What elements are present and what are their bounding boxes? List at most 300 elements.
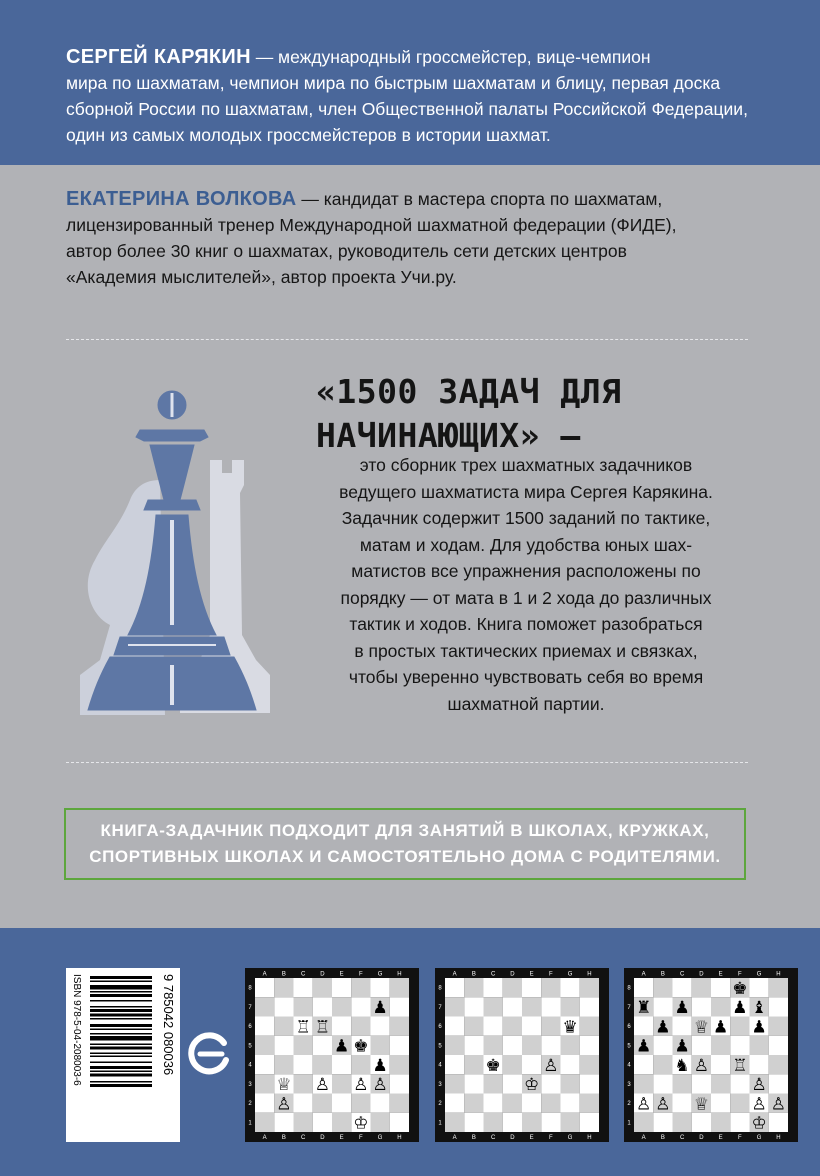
- board-square: [313, 978, 332, 997]
- chess-piece: ♕: [276, 1075, 292, 1096]
- board-square: [769, 1036, 788, 1055]
- board-square: [580, 978, 599, 997]
- board-square: [351, 1055, 370, 1074]
- board-square: [750, 1055, 769, 1074]
- board-file-label: B: [660, 1135, 665, 1141]
- board-square: [294, 978, 313, 997]
- board-square: [580, 1074, 599, 1093]
- board-square: [522, 1094, 541, 1113]
- board-square: [484, 1017, 503, 1036]
- board-square: [561, 1094, 580, 1113]
- board-rank-label: 5: [627, 1043, 631, 1050]
- board-square: [371, 1113, 390, 1132]
- board-file-label: B: [471, 1135, 476, 1141]
- karyakin-bio-line-3: сборной России по шахматам, член Общественной палаты Российской Федерации,: [66, 99, 748, 119]
- board-square: [561, 1113, 580, 1132]
- board-square: [294, 1094, 313, 1113]
- board-rank-label: 6: [438, 1024, 442, 1031]
- board-square: [541, 997, 560, 1016]
- board-square: [464, 1094, 483, 1113]
- board-file-label: C: [300, 971, 306, 978]
- board-file-label: D: [510, 1135, 515, 1141]
- board-square: [332, 1055, 351, 1074]
- chess-piece: ♟: [713, 1017, 729, 1038]
- chess-piece: ♕: [693, 1094, 709, 1115]
- board-square: [653, 978, 672, 997]
- board-file-label: C: [679, 1135, 685, 1141]
- chess-piece: ♟: [674, 1036, 690, 1057]
- chess-piece: ♙: [636, 1094, 652, 1115]
- barcode-bar: [90, 1006, 152, 1008]
- chess-piece: ♝: [751, 998, 767, 1019]
- barcode-bar: [90, 1029, 152, 1031]
- board-file-label: G: [377, 971, 383, 978]
- board-square: [653, 1036, 672, 1055]
- board-square: [484, 1094, 503, 1113]
- board-file-label: A: [452, 1135, 457, 1141]
- board-rank-label: 5: [248, 1043, 252, 1050]
- board-square: [332, 1094, 351, 1113]
- board-rank-label: 4: [248, 1062, 252, 1069]
- board-file-label: F: [359, 971, 363, 978]
- board-square: [464, 1113, 483, 1132]
- barcode-bar: [90, 1071, 152, 1073]
- chess-piece: ♕: [693, 1017, 709, 1038]
- board-square: [484, 1036, 503, 1055]
- board-square: [580, 1113, 599, 1132]
- chess-piece: ♚: [485, 1055, 501, 1076]
- chess-piece: ♟: [674, 998, 690, 1019]
- board-square: [313, 1055, 332, 1074]
- chess-piece: ♔: [751, 1113, 767, 1134]
- book-description: [296, 452, 756, 717]
- chess-piece: ♙: [276, 1094, 292, 1115]
- board-square: [769, 1074, 788, 1093]
- board-file-label: E: [339, 1135, 344, 1141]
- board-square: [371, 1017, 390, 1036]
- board-square: [673, 1094, 692, 1113]
- barcode-bar: [90, 1062, 152, 1064]
- board-file-label: D: [510, 971, 515, 978]
- chess-piece: ♚: [353, 1036, 369, 1057]
- board-file-label: E: [529, 971, 534, 978]
- board-square: [730, 1074, 749, 1093]
- board-square: [541, 1074, 560, 1093]
- board-square: [634, 978, 653, 997]
- board-rank-label: 1: [248, 1120, 252, 1127]
- board-file-label: A: [262, 1135, 267, 1141]
- board-square: [255, 978, 274, 997]
- board-square: [503, 1017, 522, 1036]
- chess-piece: ♚: [732, 978, 748, 999]
- board-square: [692, 1113, 711, 1132]
- board-square: [332, 1017, 351, 1036]
- board-square: [503, 1074, 522, 1093]
- board-square: [522, 1036, 541, 1055]
- divider-top: [66, 339, 748, 340]
- board-rank-label: 5: [438, 1043, 442, 1050]
- board-rank-label: 1: [627, 1120, 631, 1127]
- board-rank-label: 3: [438, 1081, 442, 1088]
- barcode-bar: [90, 1084, 152, 1087]
- barcode-bar: [90, 1009, 152, 1012]
- volkova-bio: [66, 186, 756, 290]
- board-square: [274, 1036, 293, 1055]
- chess-piece: ♖: [732, 1055, 748, 1076]
- board-square: [673, 978, 692, 997]
- board-square: [390, 1017, 409, 1036]
- board-square: [522, 1017, 541, 1036]
- callout-line-2: СПОРТИВНЫХ ШКОЛАХ И САМОСТОЯТЕЛЬНО ДОМА С РОДИТЕЛЯМИ.: [89, 847, 721, 866]
- callout-line-1: КНИГА-ЗАДАЧНИК ПОДХОДИТ ДЛЯ ЗАНЯТИЙ В ШКОЛАХ, КРУЖКАХ,: [100, 821, 710, 840]
- board-square: [255, 1074, 274, 1093]
- board-square: [445, 1055, 464, 1074]
- desc-line: матистов все упражнения расположены по: [351, 561, 701, 581]
- chess-diagram-2: [435, 968, 609, 1142]
- board-square: [769, 1113, 788, 1132]
- chess-piece: ♟: [372, 998, 388, 1019]
- board-rank-label: 6: [627, 1024, 631, 1031]
- board-square: [503, 1036, 522, 1055]
- barcode-bar: [90, 1014, 152, 1017]
- board-file-label: H: [397, 1135, 402, 1141]
- board-square: [313, 997, 332, 1016]
- board-rank-label: 8: [438, 985, 442, 992]
- board-square: [255, 1017, 274, 1036]
- karyakin-bio-line-4: один из самых молодых гроссмейстеров в истории шахмат.: [66, 125, 551, 145]
- desc-line: чтобы уверенно чувствовать себя во время: [348, 667, 704, 687]
- board-file-label: H: [397, 971, 402, 978]
- board-square: [274, 1017, 293, 1036]
- board-file-label: G: [567, 1135, 573, 1141]
- board-square: [711, 1036, 730, 1055]
- board-file-label: A: [452, 971, 457, 978]
- board-rank-label: 7: [438, 1004, 442, 1011]
- board-file-label: F: [359, 1135, 363, 1141]
- karyakin-bio-line-1: — международный гроссмейстер, вице-чемпион: [250, 47, 651, 67]
- volkova-bio-line-1: — кандидат в мастера спорта по шахматам,: [296, 189, 663, 209]
- board-file-label: B: [660, 971, 665, 978]
- chess-piece: ♔: [353, 1113, 369, 1134]
- board-square: [634, 1113, 653, 1132]
- board-file-label: F: [549, 1135, 553, 1141]
- isbn-label: ISBN 978-5-04-208003-6: [71, 974, 82, 1086]
- board-square: [255, 1036, 274, 1055]
- board-square: [541, 1113, 560, 1132]
- board-square: [561, 978, 580, 997]
- board-square: [294, 1113, 313, 1132]
- board-square: [730, 1036, 749, 1055]
- desc-line: в простых тактических приемах и связках,: [354, 640, 698, 661]
- chess-piece: ♞: [674, 1055, 690, 1076]
- board-square: [313, 1036, 332, 1055]
- board-rank-label: 8: [248, 985, 252, 992]
- board-rank-label: 3: [627, 1081, 631, 1088]
- board-square: [371, 978, 390, 997]
- chess-piece: ♟: [334, 1036, 350, 1057]
- board-rank-label: 2: [627, 1101, 631, 1108]
- chess-piece: ♟: [372, 1055, 388, 1076]
- author-band-top: [0, 0, 820, 165]
- barcode-bar: [90, 981, 152, 983]
- board-square: [541, 1094, 560, 1113]
- board-rank-label: 8: [627, 985, 631, 992]
- barcode-bar: [90, 1024, 152, 1027]
- board-rank-label: 7: [248, 1004, 252, 1011]
- isbn-barcode: [66, 968, 180, 1142]
- desc-line: порядку — от мата в 1 и 2 хода до различных: [340, 587, 712, 608]
- barcode-bar: [90, 976, 152, 979]
- board-file-label: C: [679, 971, 685, 978]
- board-square: [634, 1055, 653, 1074]
- chess-piece: ♜: [636, 998, 652, 1019]
- board-square: [580, 1094, 599, 1113]
- karyakin-bio-line-2: мира по шахматам, чемпион мира по быстрым шахматам и блицу, первая доска: [66, 73, 721, 93]
- board-square: [371, 1036, 390, 1055]
- board-square: [294, 997, 313, 1016]
- board-square: [464, 978, 483, 997]
- board-file-label: G: [756, 1135, 762, 1141]
- board-file-label: D: [699, 971, 704, 978]
- board-file-label: E: [339, 971, 344, 978]
- chess-piece: ♙: [372, 1075, 388, 1096]
- board-file-label: B: [281, 1135, 286, 1141]
- board-file-label: F: [738, 971, 742, 978]
- board-square: [692, 1074, 711, 1093]
- book-title: [316, 370, 756, 458]
- board-square: [351, 1017, 370, 1036]
- board-square: [255, 1113, 274, 1132]
- board-file-label: C: [490, 971, 496, 978]
- board-rank-label: 3: [248, 1081, 252, 1088]
- chess-piece: ♖: [314, 1017, 330, 1038]
- queen-rook-illustration-icon: [60, 375, 275, 720]
- board-file-label: F: [738, 1135, 742, 1141]
- board-square: [464, 1017, 483, 1036]
- board-square: [503, 978, 522, 997]
- board-square: [390, 1094, 409, 1113]
- divider-bottom: [66, 762, 748, 763]
- board-square: [522, 978, 541, 997]
- isbn-digits: 9 785042 080036: [161, 974, 176, 1076]
- desc-line: тактик и ходов. Книга поможет разобраться: [349, 614, 703, 634]
- board-file-label: H: [587, 971, 592, 978]
- board-square: [673, 1074, 692, 1093]
- board-square: [692, 978, 711, 997]
- board-rank-label: 6: [248, 1024, 252, 1031]
- board-square: [653, 1074, 672, 1093]
- board-file-label: D: [320, 1135, 325, 1141]
- board-square: [274, 1055, 293, 1074]
- volkova-bio-line-4: «Академия мыслителей», автор проекта Учи.ру.: [66, 267, 457, 287]
- board-file-label: F: [549, 971, 553, 978]
- board-square: [390, 1113, 409, 1132]
- barcode-bar: [90, 1053, 152, 1055]
- board-square: [561, 1036, 580, 1055]
- board-square: [653, 1055, 672, 1074]
- board-file-label: H: [776, 1135, 781, 1141]
- board-square: [673, 1017, 692, 1036]
- board-file-label: G: [377, 1135, 383, 1141]
- board-rank-label: 2: [438, 1101, 442, 1108]
- board-square: [445, 997, 464, 1016]
- desc-line: матам и ходам. Для удобства юных шах-: [359, 534, 693, 555]
- chess-piece: ♙: [353, 1075, 369, 1096]
- board-square: [730, 1094, 749, 1113]
- board-file-label: G: [756, 971, 762, 978]
- board-square: [769, 997, 788, 1016]
- barcode-bar: [90, 1000, 152, 1002]
- board-file-label: C: [300, 1135, 306, 1141]
- barcode-bar: [90, 1047, 152, 1050]
- board-square: [769, 978, 788, 997]
- board-file-label: H: [587, 1135, 592, 1141]
- volkova-name: ЕКАТЕРИНА ВОЛКОВА: [66, 188, 297, 210]
- volkova-bio-line-3: автор более 30 книг о шахматах, руководитель сети детских центров: [66, 241, 627, 261]
- board-square: [351, 978, 370, 997]
- barcode-bar: [90, 1033, 152, 1035]
- board-square: [332, 978, 351, 997]
- desc-line: это сборник трех шахматных задачников: [359, 455, 693, 475]
- board-square: [522, 1113, 541, 1132]
- board-square: [445, 978, 464, 997]
- board-rank-label: 4: [627, 1062, 631, 1069]
- board-square: [274, 997, 293, 1016]
- board-square: [313, 1113, 332, 1132]
- board-square: [711, 978, 730, 997]
- board-square: [730, 1017, 749, 1036]
- board-rank-label: 4: [438, 1062, 442, 1069]
- board-square: [255, 997, 274, 1016]
- chess-piece: ♔: [524, 1075, 540, 1096]
- board-file-label: G: [567, 971, 573, 978]
- board-square: [390, 997, 409, 1016]
- board-square: [503, 1055, 522, 1074]
- board-square: [653, 997, 672, 1016]
- board-file-label: B: [281, 971, 286, 978]
- board-square: [294, 1055, 313, 1074]
- board-square: [711, 1055, 730, 1074]
- board-square: [294, 1036, 313, 1055]
- board-square: [445, 1036, 464, 1055]
- board-square: [711, 997, 730, 1016]
- barcode-bar: [90, 1066, 152, 1069]
- board-square: [390, 1036, 409, 1055]
- barcode-bar: [90, 1056, 152, 1058]
- chess-piece: ♙: [693, 1055, 709, 1076]
- board-square: [351, 1094, 370, 1113]
- board-square: [634, 1074, 653, 1093]
- chess-piece: ♟: [655, 1017, 671, 1038]
- board-square: [313, 1094, 332, 1113]
- board-square: [580, 1055, 599, 1074]
- board-square: [464, 1036, 483, 1055]
- board-square: [673, 1113, 692, 1132]
- board-square: [503, 1094, 522, 1113]
- board-square: [561, 1055, 580, 1074]
- board-file-label: A: [641, 971, 646, 978]
- barcode-bar: [90, 991, 152, 993]
- volkova-bio-line-2: лицензированный тренер Международной шахматной федерации (ФИДЕ),: [66, 215, 677, 235]
- chess-piece: ♙: [543, 1055, 559, 1076]
- board-file-label: A: [262, 971, 267, 978]
- board-square: [522, 1055, 541, 1074]
- book-title-line-1: «1500 ЗАДАЧ ДЛЯ: [316, 372, 622, 411]
- chess-piece: ♟: [636, 1036, 652, 1057]
- board-rank-label: 1: [438, 1120, 442, 1127]
- barcode-bar: [90, 1018, 152, 1020]
- board-square: [464, 997, 483, 1016]
- board-rank-label: 7: [627, 1004, 631, 1011]
- board-square: [390, 1055, 409, 1074]
- chess-piece: ♙: [770, 1094, 786, 1115]
- chess-piece: ♙: [751, 1094, 767, 1115]
- board-square: [541, 1017, 560, 1036]
- board-file-label: E: [529, 1135, 534, 1141]
- board-square: [464, 1055, 483, 1074]
- barcode-bar: [90, 994, 152, 997]
- barcode-bar: [90, 1036, 152, 1041]
- board-square: [332, 1113, 351, 1132]
- board-square: [274, 1113, 293, 1132]
- board-square: [351, 997, 370, 1016]
- board-square: [484, 1074, 503, 1093]
- board-square: [390, 978, 409, 997]
- board-square: [653, 1113, 672, 1132]
- board-square: [522, 997, 541, 1016]
- board-square: [634, 1017, 653, 1036]
- board-square: [255, 1094, 274, 1113]
- board-file-label: E: [718, 971, 723, 978]
- board-file-label: H: [776, 971, 781, 978]
- chess-piece: ♙: [655, 1094, 671, 1115]
- board-square: [274, 978, 293, 997]
- board-square: [445, 1074, 464, 1093]
- board-square: [332, 997, 351, 1016]
- barcode-bar: [90, 985, 152, 990]
- audience-callout: [64, 808, 746, 880]
- book-title-line-2: НАЧИНАЮЩИХ» —: [316, 416, 581, 455]
- chess-diagram-3: [624, 968, 798, 1142]
- board-square: [711, 1094, 730, 1113]
- board-square: [332, 1074, 351, 1093]
- board-square: [503, 997, 522, 1016]
- board-file-label: E: [718, 1135, 723, 1141]
- board-square: [445, 1094, 464, 1113]
- board-square: [769, 1017, 788, 1036]
- board-square: [541, 1036, 560, 1055]
- board-rank-label: 2: [248, 1101, 252, 1108]
- board-square: [484, 1113, 503, 1132]
- barcode-bar: [90, 1044, 152, 1046]
- board-square: [580, 1017, 599, 1036]
- board-file-label: A: [641, 1135, 646, 1141]
- chess-piece: ♟: [732, 998, 748, 1019]
- chess-diagram-1: [245, 968, 419, 1142]
- board-square: [730, 1113, 749, 1132]
- board-square: [445, 1017, 464, 1036]
- board-square: [255, 1055, 274, 1074]
- karyakin-name: СЕРГЕЙ КАРЯКИН: [66, 46, 251, 68]
- chess-piece: ♙: [751, 1075, 767, 1096]
- publisher-logo-icon: [186, 1030, 232, 1076]
- chess-piece: ♙: [314, 1075, 330, 1096]
- desc-line: Задачник содержит 1500 заданий по тактике,: [341, 508, 711, 528]
- chess-piece: ♛: [562, 1017, 578, 1038]
- chess-piece: ♖: [295, 1017, 311, 1038]
- board-square: [294, 1074, 313, 1093]
- board-file-label: D: [320, 971, 325, 978]
